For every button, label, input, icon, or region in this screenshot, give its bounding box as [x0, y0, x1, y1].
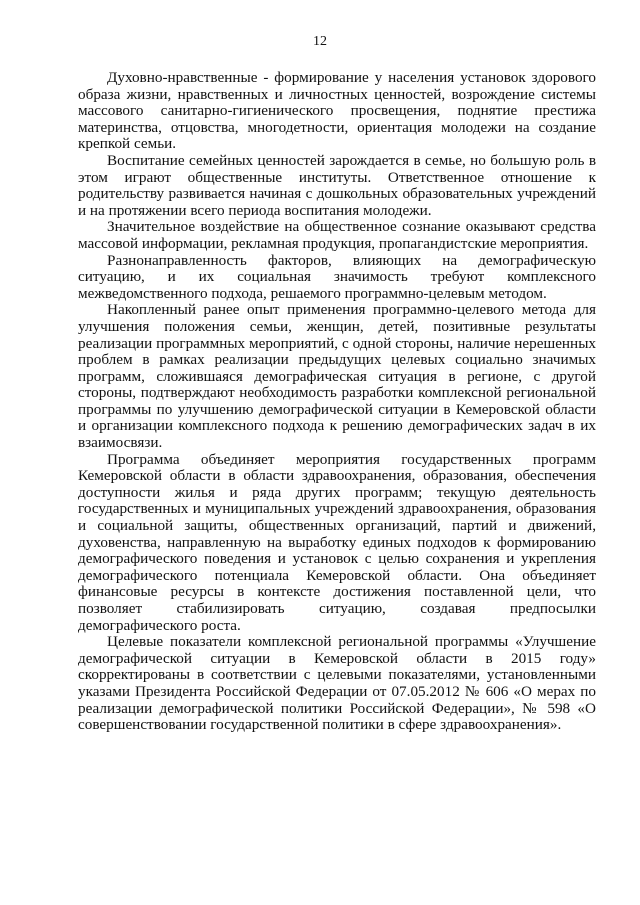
- paragraph-family-values: Воспитание семейных ценностей зарождается в семье, но большую роль в этом играют общественные институты. Ответственное отношение к родительству развивается начиная с дошкольных образовательных учреждений и на протяжении всего периода воспитания молодежи.: [78, 151, 596, 219]
- document-body: [78, 70, 596, 734]
- paragraph-program-unites: Программа объединяет мероприятия государственных программ Кемеровской области в области здравоохранения, образования, обеспечения доступности жилья и ряда других программ; текущую деятельность государственных и муниципальных учреждений здравоохранения, образования и социальной защиты, общественных организаций, партий и движений, духовенства, направленную на выработку единых подходов к формированию демографического поведения и установок с целью сохранения и укрепления демографического потенциала Кемеровской области. Она объединяет финансовые ресурсы в контексте достижения поставленной цели, что позволяет стабилизировать ситуацию, создавая предпосылки демографического роста.: [78, 450, 596, 634]
- paragraph-factors: Разнонаправленность факторов, влияющих на демографическую ситуацию, и их социальная значимость требуют комплексного межведомственного подхода, решаемого программно-целевым методом.: [78, 251, 596, 302]
- page-number: 12: [313, 34, 327, 49]
- paragraph-target-indicators: Целевые показатели комплексной региональной программы «Улучшение демографической ситуации в Кемеровской области в 2015 году» скорректированы в соответствии с целевыми показателями, установленными указами Президента Российской Федерации от 07.05.2012 № 606 «О мерах по реализации демографической политики Российской Федерации», № 598 «О совершенствовании государственной политики в сфере здравоохранения».: [78, 633, 596, 734]
- paragraph-mass-media: Значительное воздействие на общественное сознание оказывают средства массовой информации, рекламная продукция, пропагандистские мероприятия.: [78, 218, 596, 252]
- paragraph-experience: Накопленный ранее опыт применения программно-целевого метода для улучшения положения семьи, женщин, детей, позитивные результаты реализации программных мероприятий, с одной стороны, наличие нерешенных проблем в рамках реализации предыдущих целевых социально значимых программ, сложившаяся демографическая ситуация в регионе, с другой стороны, подтверждают необходимость разработки комплексной региональной программы по улучшению демографической ситуации в Кемеровской области и организации комплексного подхода к решению демографических задач в их взаимосвязи.: [78, 301, 596, 452]
- paragraph-spiritual-moral: Духовно-нравственные - формирование у населения установок здорового образа жизни, нравственных и личностных ценностей, возрождение системы массового санитарно-гигиенического просвещения, поднятие престижа материнства, отцовства, многодетности, ориентация молодежи на создание крепкой семьи.: [78, 69, 596, 153]
